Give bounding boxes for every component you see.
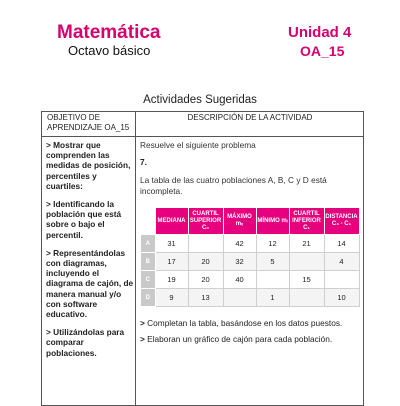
table-cell (256, 271, 289, 289)
table-cell: 12 (256, 235, 289, 253)
data-table-header-row (141, 208, 360, 235)
table-cell: 21 (289, 235, 324, 253)
task-marker: > (140, 318, 145, 328)
table-cell: 4 (324, 253, 359, 271)
grade-subtitle: Octavo básico (68, 43, 151, 58)
objective-header: OBJETIVO DE APRENDIZAJE OA_15 (47, 113, 130, 132)
table-cell: 32 (223, 253, 256, 271)
objective-item: > Identificando la población que está sobre o bajo el percentil. (46, 199, 122, 240)
col-header: CUARTIL INFERIOR C₁ (289, 208, 324, 235)
table-cell (289, 289, 324, 307)
objectives-list (46, 140, 134, 366)
table-cell: 15 (289, 271, 324, 289)
col-header: MÍNIMO mᵢ (256, 208, 289, 235)
header-divider (41, 136, 364, 137)
activity-number: 7. (140, 157, 147, 167)
task-text: Elaboran un gráfico de cajón para cada población. (147, 334, 333, 344)
objective-item: > Mostrar que comprenden las medidas de posición, percentiles y cuartiles: (46, 140, 131, 191)
table-cell: 19 (155, 271, 188, 289)
table-cell: 9 (155, 289, 188, 307)
task-text: Completan la tabla, basándose en los datos puestos. (147, 318, 343, 328)
table-cell: 13 (188, 289, 223, 307)
oa-label: OA_15 (300, 43, 345, 59)
subject-title: Matemática (57, 22, 161, 43)
row-label: B (141, 253, 156, 271)
task-marker: > (140, 334, 145, 344)
table-cell (223, 289, 256, 307)
objective-item: > Utilizándolas para comparar poblaciones. (46, 327, 125, 358)
section-title: Actividades Sugeridas (143, 94, 257, 106)
table-cell (289, 253, 324, 271)
table-cell: 14 (324, 235, 359, 253)
task-item (140, 334, 332, 344)
table-cell (324, 271, 359, 289)
row-label: A (141, 235, 156, 253)
table-row (141, 235, 360, 253)
table-cell (188, 235, 223, 253)
table-cell: 1 (256, 289, 289, 307)
row-label: D (141, 289, 156, 307)
description-header: DESCRIPCIÓN DE LA ACTIVIDAD (187, 113, 313, 122)
task-item (140, 318, 342, 328)
activity-instruction: Resuelve el siguiente problema (140, 140, 256, 150)
column-divider (135, 111, 136, 406)
table-cell: 42 (223, 235, 256, 253)
row-label: C (141, 271, 156, 289)
activity-statement: La tabla de las cuatro poblaciones A, B, C y D está incompleta. (140, 175, 327, 196)
table-cell: 20 (188, 271, 223, 289)
table-cell: 20 (188, 253, 223, 271)
col-header: MÁXIMO mₓ (223, 208, 256, 235)
table-cell: 31 (155, 235, 188, 253)
corner-cell (141, 208, 156, 235)
table-cell: 40 (223, 271, 256, 289)
col-header: CUARTIL SUPERIOR C₃ (188, 208, 223, 235)
table-cell: 17 (155, 253, 188, 271)
population-data-table (140, 207, 360, 307)
table-cell: 5 (256, 253, 289, 271)
unit-label: Unidad 4 (288, 24, 352, 41)
col-header: MEDIANA (155, 208, 188, 235)
objective-item: > Representándolas con diagramas, incluyendo el diagrama de cajón, de manera manual y/o con software educativo. (46, 247, 134, 320)
table-cell: 10 (324, 289, 359, 307)
table-row (141, 289, 360, 307)
table-row (141, 271, 360, 289)
table-row (141, 253, 360, 271)
col-header: DISTANCIA C₃ - C₁ (324, 208, 359, 235)
